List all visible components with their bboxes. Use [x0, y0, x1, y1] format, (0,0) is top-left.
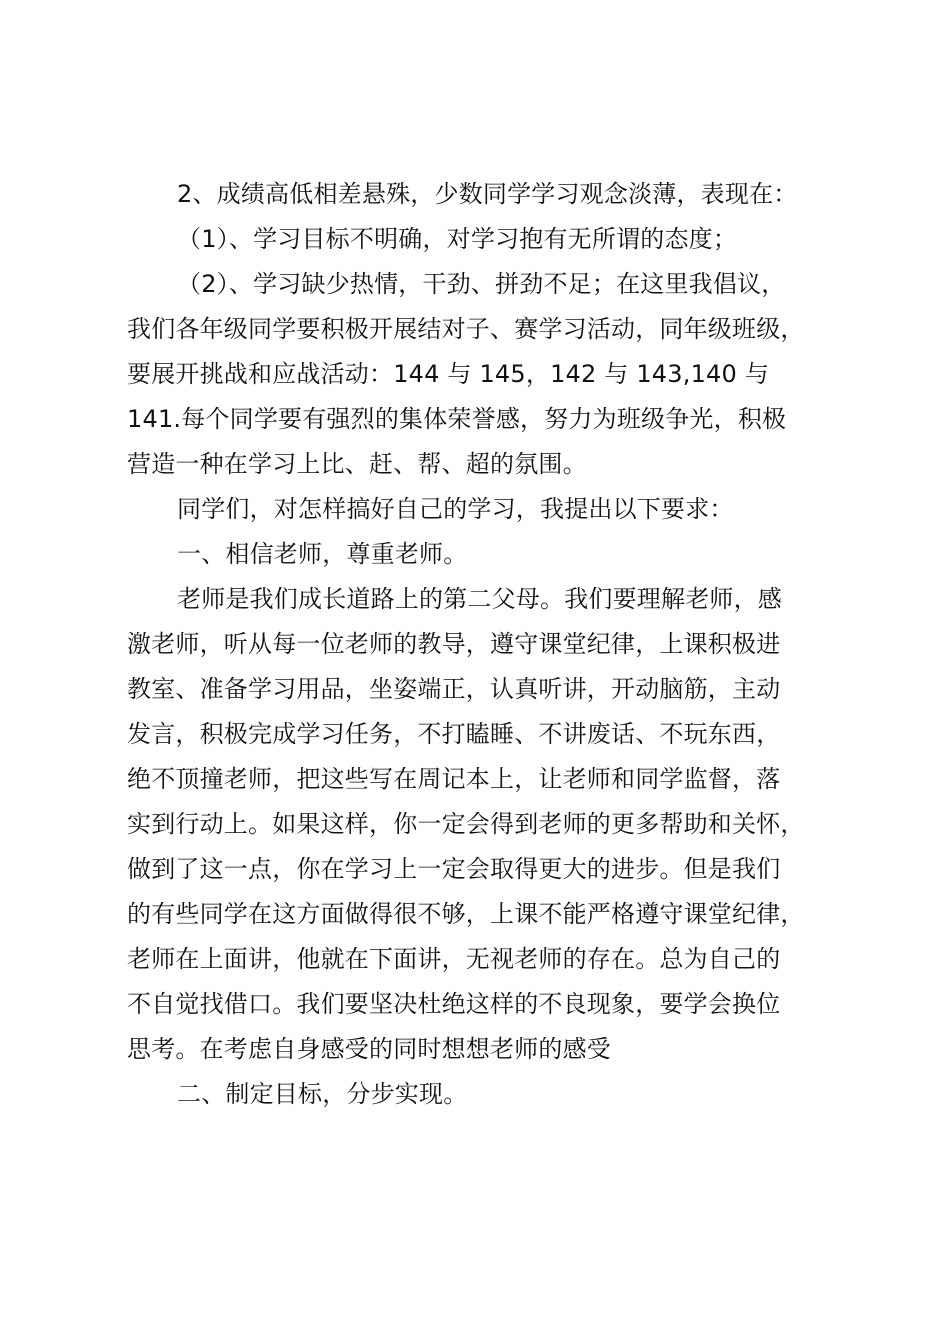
paragraph-line: 做到了这一点，你在学习上一定会取得更大的进步。但是我们	[127, 855, 781, 883]
paragraph-line: 老师是我们成长道路上的第二父母。我们要理解老师，感	[177, 585, 782, 613]
paragraph-line: 不自觉找借口。我们要坚决杜绝这样的不良现象，要学会换位	[127, 990, 781, 1018]
paragraph-line: 要展开挑战和应战活动：144 与 145，142 与 143,140 与	[127, 360, 770, 388]
paragraph-line: （2）、学习缺少热情，干劲、拼劲不足；在这里我倡议，	[177, 270, 786, 298]
paragraph-line: 营造一种在学习上比、赶、帮、超的氛围。	[127, 450, 587, 478]
paragraph-line: 141.每个同学要有强烈的集体荣誉感，努力为班级争光，积极	[127, 405, 787, 433]
paragraph-line: 我们各年级同学要积极开展结对子、赛学习活动，同年级班级，	[127, 315, 805, 343]
paragraph-line: （1）、学习目标不明确，对学习抱有无所谓的态度；	[177, 225, 738, 253]
paragraph-line: 教室、准备学习用品，坐姿端正，认真听讲，开动脑筋，主动	[127, 675, 781, 703]
paragraph-line: 老师在上面讲，他就在下面讲，无视老师的存在。总为自己的	[127, 945, 781, 973]
paragraph-line: 实到行动上。如果这样，你一定会得到老师的更多帮助和关怀，	[127, 810, 805, 838]
section-heading: 一、相信老师，尊重老师。	[177, 540, 468, 568]
paragraph-line: 发言，积极完成学习任务，不打瞌睡、不讲废话、不玩东西，	[127, 720, 781, 748]
paragraph-line: 激老师，听从每一位老师的教导，遵守课堂纪律，上课积极进	[127, 630, 781, 658]
paragraph-line: 的有些同学在这方面做得很不够，上课不能严格遵守课堂纪律，	[127, 900, 805, 928]
paragraph-line: 绝不顶撞老师，把这些写在周记本上，让老师和同学监督，落	[127, 765, 781, 793]
document-body	[127, 172, 833, 1117]
paragraph-line: 2、成绩高低相差悬殊，少数同学学习观念淡薄，表现在：	[177, 180, 798, 208]
paragraph-line: 思考。在考虑自身感受的同时想想老师的感受	[127, 1035, 611, 1063]
section-heading: 二、制定目标，分步实现。	[177, 1080, 468, 1108]
paragraph-line: 同学们，对怎样搞好自己的学习，我提出以下要求：	[177, 495, 734, 523]
